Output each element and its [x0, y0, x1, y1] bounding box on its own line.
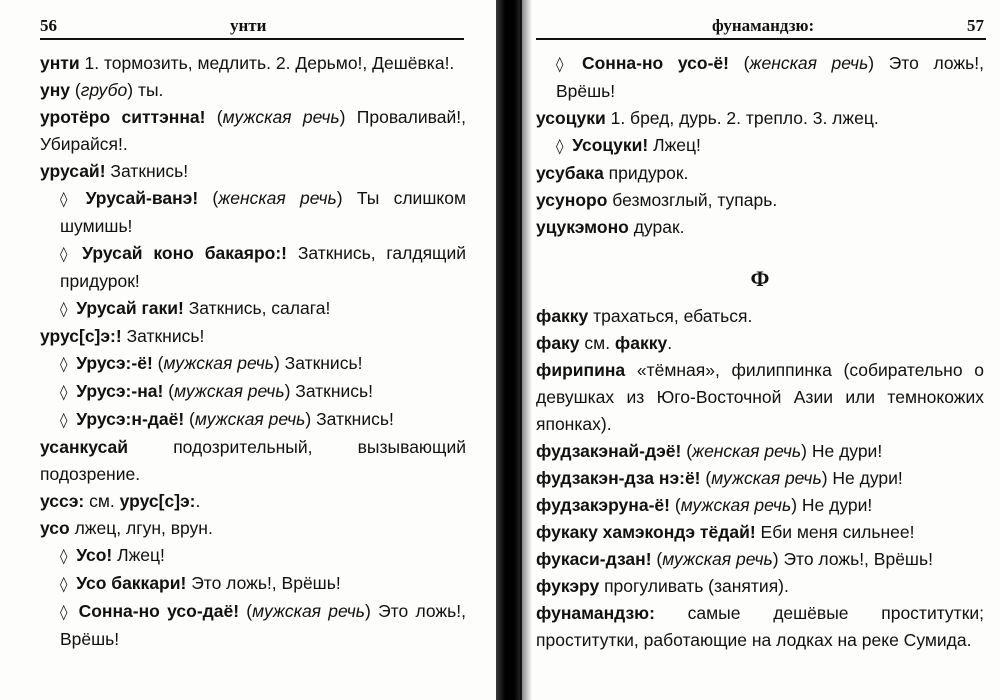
definition-text: (	[70, 80, 81, 100]
left-page	[0, 0, 496, 700]
definition-text: см.	[579, 333, 615, 353]
definition-text: лжец, лгун, врун.	[69, 518, 213, 538]
dictionary-entry	[536, 105, 984, 132]
dictionary-entry	[536, 303, 984, 330]
example-phrase	[40, 350, 466, 378]
diamond-icon: ◊	[60, 411, 73, 429]
dictionary-entry	[536, 438, 984, 465]
example-phrase	[40, 240, 466, 295]
usage-note: мужская речь	[662, 549, 773, 569]
diamond-icon: ◊	[60, 245, 79, 263]
example-phrase	[40, 185, 466, 240]
headword: урусай!	[40, 161, 106, 181]
definition-text: 1. бред, дурь. 2. трепло. 3. лжец.	[605, 108, 879, 128]
right-page	[522, 0, 1000, 700]
definition-text: (	[239, 601, 253, 621]
headword: Урусай-ванэ!	[85, 188, 199, 208]
diamond-icon: ◊	[60, 300, 73, 318]
definition-text: 1. тормозить, медлить. 2. Дерьмо!, Дешёвка!.	[79, 53, 455, 73]
dictionary-entry	[40, 515, 466, 542]
dictionary-entry	[536, 187, 984, 214]
dictionary-entry	[40, 323, 466, 350]
dictionary-entry	[536, 357, 984, 438]
entries-group-u	[536, 50, 984, 241]
diamond-icon: ◊	[556, 137, 569, 155]
definition-text: (	[205, 107, 223, 127]
definition-text: см.	[84, 491, 120, 511]
diamond-icon: ◊	[60, 190, 82, 208]
definition-text: .	[195, 491, 201, 511]
definition-text: прогуливать (занятия).	[599, 576, 789, 596]
definition-text: Лжец!	[112, 545, 165, 565]
headword: Урусай коно бакаяро:!	[82, 243, 287, 263]
headword: фудзакэруна-ё!	[536, 495, 670, 515]
definition-text: безмозглый, тупарь.	[607, 190, 778, 210]
dictionary-entry	[40, 104, 466, 158]
example-phrase	[40, 570, 466, 598]
headword: уротёро ситтэнна!	[40, 107, 206, 127]
definition-text: ) Заткнись!	[273, 353, 363, 373]
definition-text: Еби меня сильнее!	[755, 522, 915, 542]
headword: усуноро	[536, 190, 608, 210]
diamond-icon: ◊	[60, 575, 73, 593]
headword: Сонна-но усо-ё!	[581, 53, 729, 73]
usage-note: мужская речь	[680, 495, 792, 515]
definition-text: Это ложь!, Врёшь!	[186, 573, 341, 593]
definition-text: (	[184, 409, 195, 429]
dictionary-entry	[536, 492, 984, 519]
book-gutter	[496, 0, 522, 700]
dictionary-entry	[536, 519, 984, 546]
dictionary-entry	[536, 465, 984, 492]
definition-text: ) Это ложь!, Врёшь!	[556, 53, 984, 101]
headword: урус[с]э:	[119, 491, 196, 511]
headword: факу	[536, 333, 580, 353]
dictionary-entry	[40, 158, 466, 185]
usage-note: женская речь	[218, 188, 337, 208]
running-head-word: фунамандзю:	[712, 16, 815, 35]
usage-note: мужская речь	[163, 353, 274, 373]
headword: унти	[40, 53, 80, 73]
definition-text: (	[163, 381, 175, 401]
usage-note: женская речь	[749, 53, 869, 73]
definition-text: Заткнись, салага!	[183, 298, 331, 318]
headword: Усоцуки!	[572, 135, 649, 155]
example-phrase	[40, 295, 466, 323]
definition-text: Заткнись!	[121, 326, 205, 346]
definition-text: ) Это ложь!, Врёшь!	[772, 549, 933, 569]
headword: фукаку хамэкондэ тёдай!	[536, 522, 756, 542]
headword: усоцуки	[536, 108, 606, 128]
running-head-word: унти	[230, 16, 267, 35]
running-head	[40, 16, 464, 40]
usage-note: мужская речь	[194, 409, 306, 429]
headword: факку	[536, 306, 589, 326]
definition-text: (	[198, 188, 219, 208]
dictionary-entry	[40, 50, 466, 77]
entries-column	[40, 50, 466, 653]
definition-text: ) Заткнись!	[284, 381, 374, 401]
usage-note: мужская речь	[711, 468, 822, 488]
running-head	[536, 16, 986, 40]
example-phrase	[40, 542, 466, 570]
definition-text: ) Не дури!	[801, 441, 883, 461]
headword: Усо баккари!	[76, 573, 187, 593]
headword: усо	[40, 518, 70, 538]
definition-text: (	[152, 353, 164, 373]
definition-text: (	[728, 53, 750, 73]
headword: Сонна-но усо-даё!	[78, 601, 240, 621]
dictionary-entry	[536, 573, 984, 600]
headword: уцукэмоно	[536, 217, 629, 237]
definition-text: (	[700, 468, 712, 488]
headword: Урусэ:-ё!	[76, 353, 153, 373]
dictionary-entry	[536, 546, 984, 573]
headword: фукаси-дзан!	[536, 549, 652, 569]
dictionary-entry	[40, 434, 466, 488]
definition-text: придурок.	[603, 163, 689, 183]
headword: фукэру	[536, 576, 600, 596]
headword: фудзакэн-дза нэ:ё!	[536, 468, 701, 488]
diamond-icon: ◊	[60, 603, 75, 621]
dictionary-entry	[40, 488, 466, 515]
definition-text: (	[681, 441, 693, 461]
diamond-icon: ◊	[60, 355, 73, 373]
entries-group-f	[536, 303, 984, 654]
definition-text: .	[667, 333, 673, 353]
definition-text: ) ты.	[127, 80, 164, 100]
definition-text: Лжец!	[648, 135, 701, 155]
page-number: 57	[967, 16, 984, 35]
definition-text: дурак.	[628, 217, 685, 237]
dictionary-entry	[536, 600, 984, 654]
definition-text: самые дешёвые проститутки; проститутки, работающие на лодках на реке Сумида.	[536, 603, 984, 650]
example-phrase	[536, 132, 984, 160]
headword: фунамандзю:	[536, 603, 655, 623]
definition-text: Заткнись!	[105, 161, 189, 181]
letter-heading: Ф	[750, 266, 770, 291]
definition-text: (	[651, 549, 663, 569]
diamond-icon: ◊	[60, 383, 73, 401]
diamond-icon: ◊	[60, 547, 73, 565]
usage-note: грубо	[80, 80, 128, 100]
definition-text: ) Не дури!	[791, 495, 873, 515]
example-phrase	[536, 50, 984, 105]
headword: усанкусай	[40, 437, 129, 457]
example-phrase	[40, 378, 466, 406]
definition-text: Заткнись, галдящий придурок!	[60, 243, 466, 291]
definition-text: трахаться, ебаться.	[588, 306, 753, 326]
headword: уссэ:	[40, 491, 85, 511]
definition-text: ) Заткнись!	[305, 409, 394, 429]
headword: Урусэ:н-даё!	[76, 409, 185, 429]
headword: факку	[614, 333, 668, 353]
definition-text: подозрительный, вызывающий подозрение.	[40, 437, 466, 484]
headword: усубака	[536, 163, 604, 183]
headword: фирипина	[536, 360, 626, 380]
definition-text: «тёмная», филиппинка (собирательно о девушках из Юго-Восточной Азии или темнокожих японках).	[536, 360, 984, 434]
usage-note: мужская речь	[174, 381, 285, 401]
headword: фудзакэнай-дэё!	[536, 441, 682, 461]
headword: уну	[40, 80, 71, 100]
diamond-icon: ◊	[556, 55, 578, 73]
headword: Урусэ:-на!	[76, 381, 164, 401]
usage-note: мужская речь	[222, 107, 340, 127]
headword: Урусай гаки!	[76, 298, 184, 318]
definition-text: ) Не дури!	[821, 468, 903, 488]
example-phrase	[40, 598, 466, 653]
definition-text: ) Это ложь!, Врёшь!	[60, 601, 466, 649]
definition-text: ) Проваливай!, Убирайся!.	[40, 107, 466, 154]
definition-text: ) Ты слишком шумишь!	[60, 188, 466, 236]
headword: Усо!	[76, 545, 113, 565]
dictionary-entry	[536, 214, 984, 241]
example-phrase	[40, 406, 466, 434]
dictionary-entry	[40, 77, 466, 104]
headword: урус[с]э:!	[40, 326, 122, 346]
usage-note: мужская речь	[252, 601, 366, 621]
definition-text: (	[669, 495, 681, 515]
page-number: 56	[40, 16, 57, 35]
entries-column	[536, 50, 984, 654]
dictionary-entry	[536, 330, 984, 357]
dictionary-entry	[536, 160, 984, 187]
usage-note: женская речь	[692, 441, 802, 461]
